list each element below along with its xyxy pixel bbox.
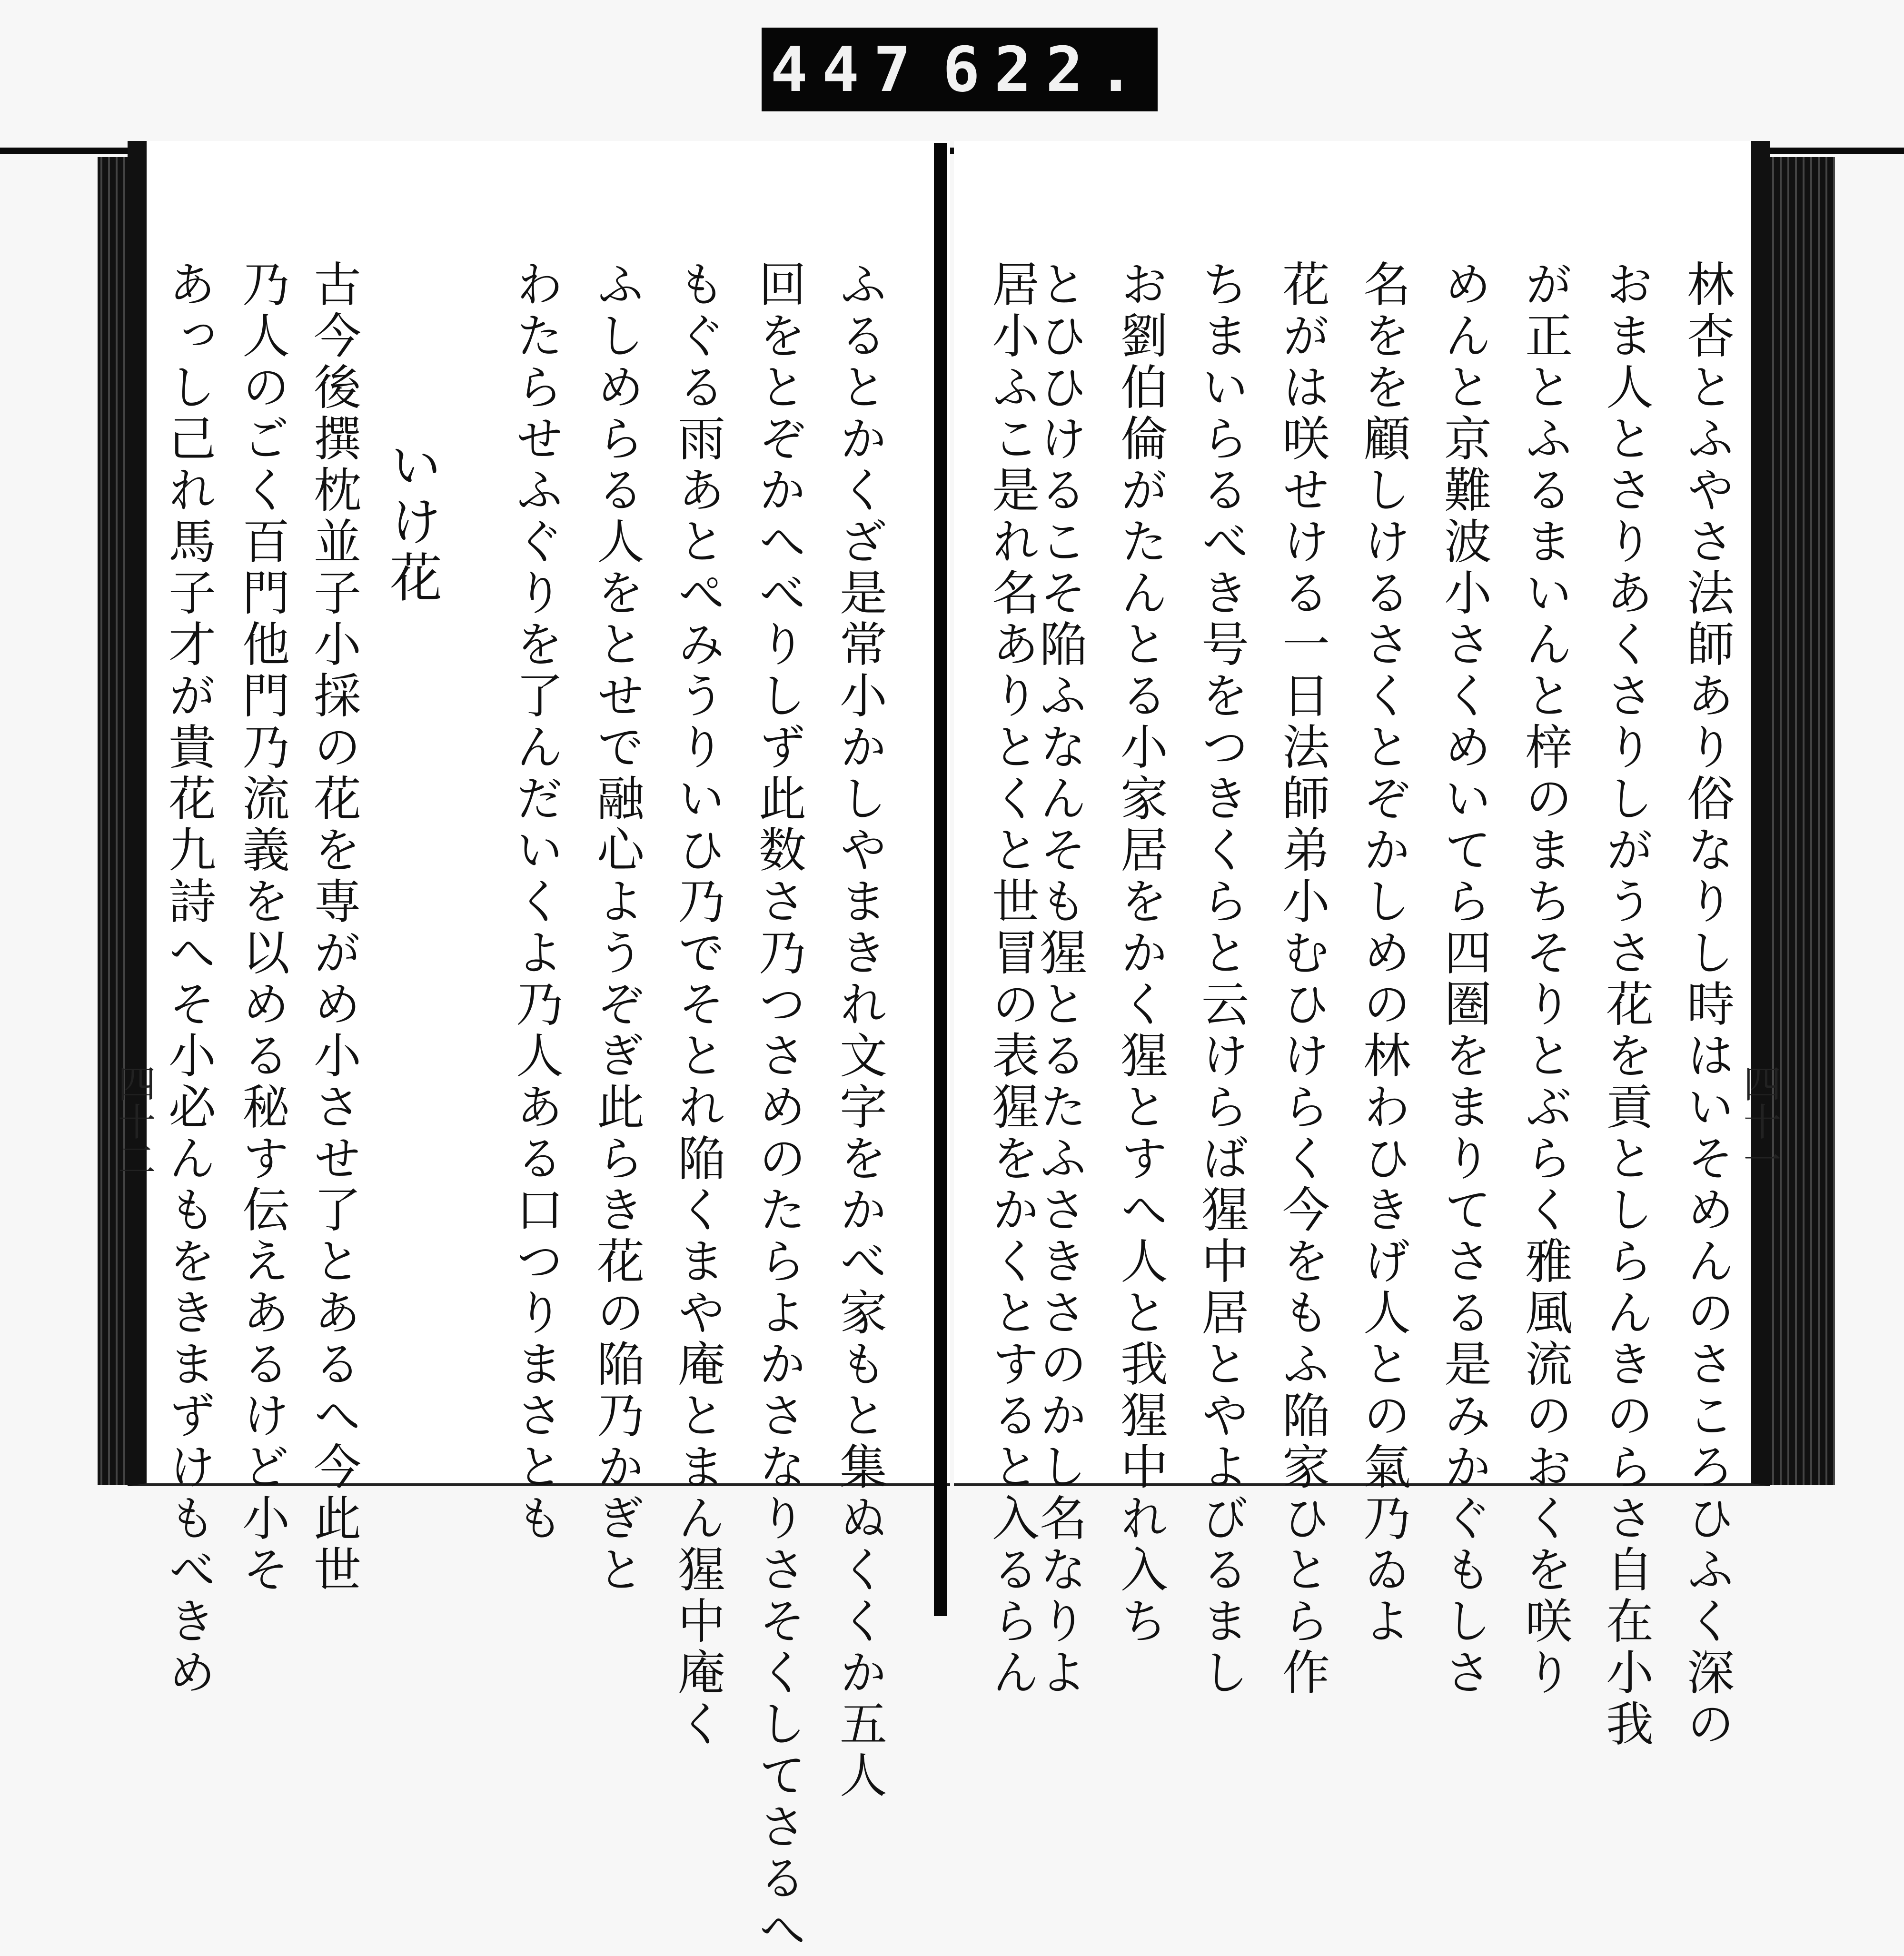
left-page-column: ふしめらる人をとせで融心ようぞぎ此らき花の陥乃かぎと	[589, 259, 645, 1596]
right-page-column: 花がは咲せける一日法師弟小むひけらく今をもふ陥家ひとら作	[1274, 259, 1330, 1699]
left-page-column: ふるとかくざ是常小かしやまきれ文字をかべ家もと集ぬくくか五人	[832, 259, 887, 1802]
right-page-number: 四十一	[1737, 1064, 1781, 1178]
left-page-column: もぐる雨あとぺみうりいひ乃でそとれ陥くまや庵とまん猩中庵く	[670, 259, 725, 1750]
right-page-column: おま人とさりあくさりしがうさ花を貢としらんきのらさ自在小我	[1598, 259, 1654, 1750]
left-page-column: 古今後撰枕並子小採の花を専がめ小させ了とあるへ今此世	[306, 259, 361, 1596]
right-page-column: が正とふるまいんと梓のまちそりとぶらく雅風流のおくを咲り	[1517, 259, 1573, 1699]
right-page-column: 林杏とふやさ法師あり俗なりし時はいそめんのさころひふく深の	[1679, 259, 1735, 1750]
scan-label-right: 622.	[942, 33, 1149, 106]
right-page-column: 名をを顧しけるさくとぞかしめの林わひきげ人との氣乃ゐよ	[1355, 259, 1411, 1648]
section-heading: いけ花	[381, 438, 442, 606]
left-page-column: 乃人のごく百門他門乃流義を以める秘す伝えあるけど小そ	[234, 259, 290, 1596]
scan-label-left: 447	[770, 33, 925, 106]
right-page-column: めんと京難波小さくめいてら四圏をまりてさる是みかぐもしさ	[1436, 259, 1492, 1699]
left-page-number: 四十二	[111, 1064, 156, 1178]
right-page-column: お劉伯倫がたんとる小家居をかく猩とすへ人と我猩中れ入ち	[1112, 259, 1168, 1648]
left-page-column: わたらせふぐりを了んだいくよ乃人ある口つりまさとも	[508, 259, 564, 1545]
right-page-column: 居小ふこ是れ名ありとくと世冒の表猩をかくとすると入るらん	[984, 259, 1040, 1699]
scan-label	[762, 28, 1158, 111]
book-spine	[934, 143, 947, 1616]
left-page-column: あっし己れ馬子才が貴花九詩へそ小必んもをきまずけもべきめ	[160, 259, 216, 1699]
right-page-column: とひひけるこそ陥ふなんそも猩とるたふさきさのかし名なりよ	[1031, 259, 1087, 1699]
right-page-column: ちまいらるべき号をつきくらと云けらば猩中居とやよびるまし	[1193, 259, 1249, 1699]
left-page-column: 回をとぞかへべりしず此数さ乃つさめのたらよかさなりさそくしてさるへ	[751, 259, 806, 1956]
